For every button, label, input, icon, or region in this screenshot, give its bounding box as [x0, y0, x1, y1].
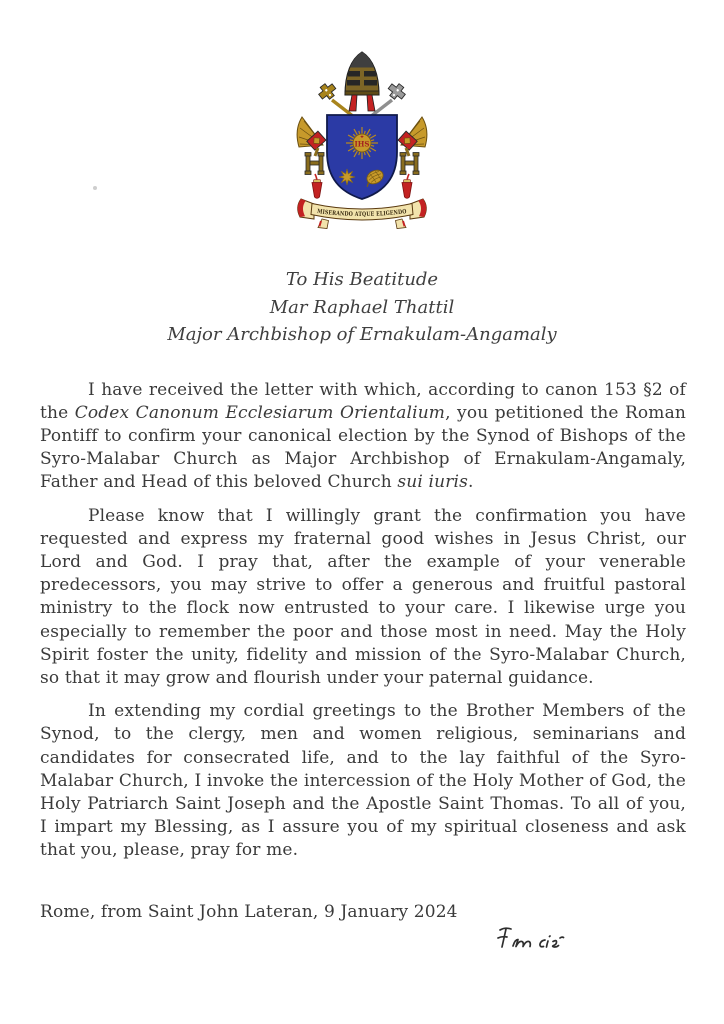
key-cord-and-tassel-icon	[297, 117, 326, 198]
paragraph-3	[40, 700, 686, 862]
paragraph-1-text: .	[467, 472, 474, 493]
motto-banner	[298, 199, 427, 229]
paragraph-2	[40, 505, 686, 691]
scan-speck	[93, 186, 97, 190]
letter-body	[40, 379, 686, 863]
paragraph-1-text: I have received the letter with which, according to canon 153 §2 of the	[40, 379, 686, 423]
salutation-block	[0, 266, 724, 349]
papal-mitre-icon	[345, 52, 379, 111]
latin-code-title: Codex Canonum Ecclesiarum Orientalium	[74, 402, 446, 423]
salutation-line-1: To His Beatitude	[285, 269, 439, 290]
dateline: Rome, from Saint John Lateran, 9 January 2024	[40, 902, 458, 922]
ihs-monogram: IHS	[354, 139, 370, 149]
latin-sui-iuris: sui iuris	[397, 472, 468, 493]
salutation-line-2: Mar Raphael Thattil	[269, 296, 455, 318]
paragraph-1	[40, 379, 686, 495]
papal-coat-of-arms	[292, 48, 432, 230]
paragraph-1-text: , you petitioned the Roman Pontiff to confirm your canonical election by the Synod of Bishops of the Syro-Malabar Church as Major Archbishop of Ernakulam-Angamaly, Father and Head of this beloved Church	[40, 402, 686, 493]
paragraph-2-text: Please know that I willingly grant the confirmation you have requested and express my fraternal good wishes in Jesus Christ, our Lord and God. I pray that, after the example of your venerable predecessors, you may strive to offer a generous and fruitful pastoral ministry to the flock now entrusted to your care. I likewise urge you especially to remember the poor and those most in need. May the Holy Spirit foster the unity, fidelity and mission of the Syro-Malabar Church, so that it may grow and flourish under your paternal guidance.	[40, 505, 686, 688]
salutation-line-3: Major Archbishop of Ernakulam-Angamaly	[167, 324, 557, 345]
paragraph-3-text: In extending my cordial greetings to the Brother Members of the Synod, to the clergy, men and women religious, seminarians and candidates for consecrated life, and to the lay faithful of the Syro-Malabar Church, I invoke the intercession of the Holy Mother of God, the Holy Patriarch Saint Joseph and the Apostle Saint Thomas. To all of you, I impart my Blessing, as I assure you of my spiritual closeness and ask that you, please, pray for me.	[40, 701, 686, 861]
motto-text: MISERANDO ATQUE ELIGENDO	[316, 208, 409, 219]
signature-francis	[492, 918, 587, 960]
star-icon	[339, 169, 355, 185]
